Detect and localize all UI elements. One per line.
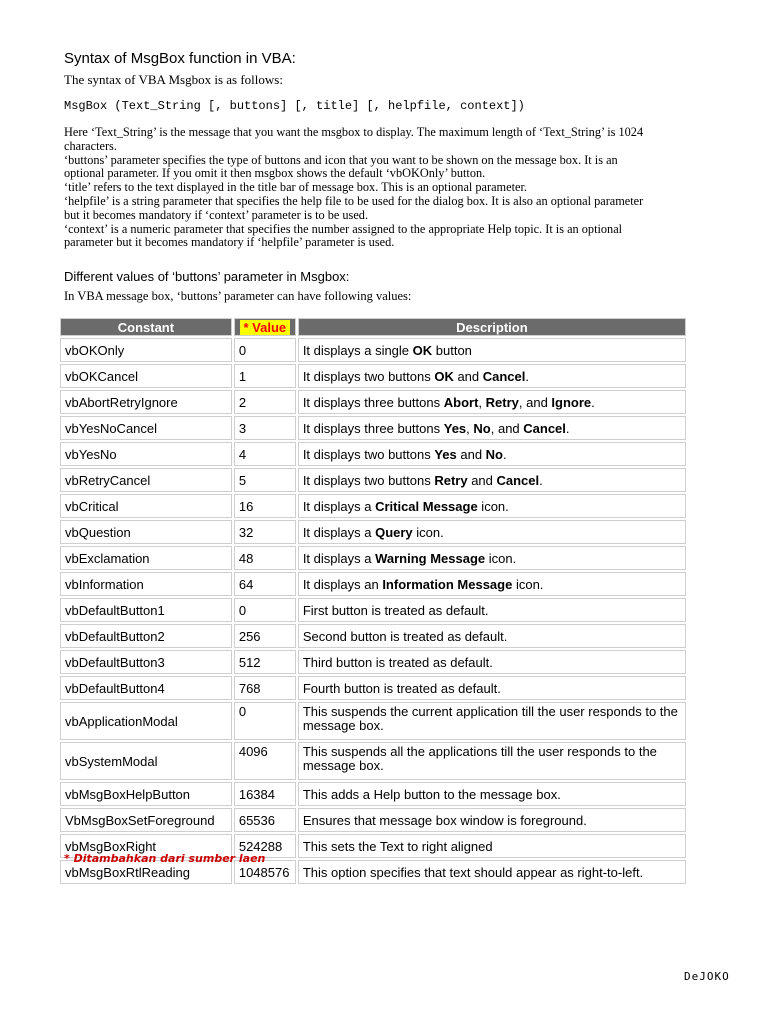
description-line: but it becomes mandatory if ‘context’ parameter is to be used. <box>64 207 369 222</box>
description-text: and <box>456 446 486 462</box>
cell-constant: vbRetryCancel <box>60 468 232 492</box>
description-text: It displays two buttons <box>302 472 435 488</box>
description-emphasis: Ignore <box>551 394 592 410</box>
description-text: icon. <box>477 498 509 514</box>
cell-description <box>298 624 686 648</box>
cell-constant: vbDefaultButton2 <box>60 624 232 648</box>
description-text: , <box>478 394 486 410</box>
description-text: It displays two buttons <box>302 368 435 384</box>
header-description: Description <box>298 318 686 336</box>
cell-value: 65536 <box>234 808 296 832</box>
cell-description <box>298 598 686 622</box>
cell-description <box>298 860 686 884</box>
description-emphasis: No <box>473 420 491 436</box>
table-row <box>60 468 686 492</box>
description-text: This adds a Help button to the message box. <box>302 786 561 802</box>
description-text: First button is treated as default. <box>302 602 489 618</box>
cell-value: 4096 <box>234 742 296 780</box>
description-emphasis: No <box>485 446 504 462</box>
description-text: Third button is treated as default. <box>302 654 493 670</box>
cell-description <box>298 468 686 492</box>
description-text: It displays a single <box>302 342 413 358</box>
description-line: ‘title’ refers to the text displayed in the title bar of message box. This is an optional parameter. <box>64 180 527 195</box>
description-text: This sets the Text to right aligned <box>302 838 493 854</box>
description-emphasis: Retry <box>434 472 468 488</box>
cell-constant: vbMsgBoxHelpButton <box>60 782 232 806</box>
parameter-description <box>64 126 724 250</box>
cell-value: 0 <box>234 702 296 740</box>
cell-description <box>298 650 686 674</box>
buttons-subheading: Different values of ‘buttons’ parameter in Msgbox: <box>64 269 350 284</box>
description-text: . <box>539 472 543 488</box>
cell-value: 256 <box>234 624 296 648</box>
cell-value: 16384 <box>234 782 296 806</box>
cell-description <box>298 390 686 414</box>
description-text: Fourth button is treated as default. <box>302 680 501 696</box>
description-text: and <box>453 368 483 384</box>
cell-value: 2 <box>234 390 296 414</box>
cell-constant: vbMsgBoxRtlReading <box>60 860 232 884</box>
table-header-row <box>60 318 686 336</box>
buttons-table <box>58 316 688 886</box>
cell-value: 3 <box>234 416 296 440</box>
description-emphasis: Retry <box>485 394 519 410</box>
table-row <box>60 624 686 648</box>
cell-description <box>298 546 686 570</box>
description-text: . <box>565 420 570 436</box>
description-text: icon. <box>412 524 444 540</box>
table-row <box>60 598 686 622</box>
description-text: icon. <box>485 550 517 566</box>
cell-constant: vbMsgBoxRight <box>60 834 232 858</box>
description-line: Here ‘Text_String’ is the message that you want the msgbox to display. The maximum length of ‘Text_String’ is 1024 <box>64 125 644 139</box>
cell-constant: vbYesNo <box>60 442 232 466</box>
description-text: It displays a <box>302 498 376 514</box>
syntax-code: MsgBox (Text_String [, buttons] [, title] [, helpfile, context]) <box>64 99 525 113</box>
table-row <box>60 442 686 466</box>
table-body <box>60 338 686 884</box>
description-text: It displays two buttons <box>302 446 435 462</box>
cell-value: 0 <box>234 338 296 362</box>
buttons-table-container <box>58 316 688 886</box>
description-text: This option specifies that text should appear as right-to-left. <box>302 864 644 880</box>
table-row <box>60 338 686 362</box>
table-row <box>60 650 686 674</box>
cell-value: 0 <box>234 598 296 622</box>
cell-constant: vbDefaultButton1 <box>60 598 232 622</box>
table-row <box>60 702 686 740</box>
description-line: ‘helpfile’ is a string parameter that specifies the help file to be used for the dialog box. It is also an optional parameter <box>64 193 644 208</box>
description-emphasis: Critical Message <box>375 498 478 514</box>
cell-description <box>298 742 686 780</box>
cell-description <box>298 520 686 544</box>
description-text: Ensures that message box window is foreground. <box>302 812 587 828</box>
cell-constant: vbDefaultButton3 <box>60 650 232 674</box>
cell-description <box>298 364 686 388</box>
cell-constant: vbOKCancel <box>60 364 232 388</box>
cell-description <box>298 834 686 858</box>
description-text: This suspends the current application till the user responds to the message box. <box>302 704 678 733</box>
description-emphasis: Cancel <box>496 472 540 488</box>
cell-constant: vbAbortRetryIgnore <box>60 390 232 414</box>
cell-value: 512 <box>234 650 296 674</box>
source-note: * Ditambahkan dari sumber laen <box>64 852 266 865</box>
table-row <box>60 808 686 832</box>
description-text: , and <box>518 394 552 410</box>
table-row <box>60 390 686 414</box>
cell-description <box>298 808 686 832</box>
cell-description <box>298 338 686 362</box>
cell-description <box>298 702 686 740</box>
cell-constant: vbCritical <box>60 494 232 518</box>
cell-value: 5 <box>234 468 296 492</box>
cell-description <box>298 572 686 596</box>
cell-constant: vbInformation <box>60 572 232 596</box>
description-emphasis: Yes <box>443 420 467 436</box>
description-line: ‘buttons’ parameter specifies the type of buttons and icon that you want to be shown on the message box. It is an <box>64 152 618 167</box>
description-text: This suspends all the applications till the user responds to the message box. <box>302 744 657 773</box>
section-heading: Syntax of MsgBox function in VBA: <box>64 50 296 67</box>
description-text: button <box>432 342 472 358</box>
description-text: It displays a <box>302 524 376 540</box>
cell-value: 4 <box>234 442 296 466</box>
description-text: . <box>503 446 507 462</box>
table-row <box>60 546 686 570</box>
description-line: parameter but it becomes mandatory if ‘helpfile’ parameter is used. <box>64 235 395 250</box>
cell-description <box>298 494 686 518</box>
cell-constant: vbApplicationModal <box>60 702 232 740</box>
table-row <box>60 742 686 780</box>
cell-constant: vbSystemModal <box>60 742 232 780</box>
table-row <box>60 416 686 440</box>
table-row <box>60 676 686 700</box>
description-text: , <box>466 420 474 436</box>
cell-constant: vbOKOnly <box>60 338 232 362</box>
description-text: . <box>591 394 595 410</box>
description-text: It displays three buttons <box>302 394 444 410</box>
description-emphasis: Warning Message <box>375 550 486 566</box>
description-text: icon. <box>512 576 544 592</box>
cell-constant: vbYesNoCancel <box>60 416 232 440</box>
header-value <box>234 318 296 336</box>
description-text: It displays a <box>302 550 376 566</box>
description-emphasis: Cancel <box>482 368 526 384</box>
cell-value: 32 <box>234 520 296 544</box>
cell-description <box>298 416 686 440</box>
cell-description <box>298 782 686 806</box>
cell-value: 768 <box>234 676 296 700</box>
description-line: characters. <box>64 138 117 153</box>
description-emphasis: Abort <box>443 394 479 410</box>
cell-value: 1048576 <box>234 860 296 884</box>
footer-author: DeJOKO <box>684 970 730 983</box>
description-emphasis: Information Message <box>382 576 513 592</box>
header-constant: Constant <box>60 318 232 336</box>
cell-value: 64 <box>234 572 296 596</box>
description-text: It displays three buttons <box>302 420 444 436</box>
cell-value: 16 <box>234 494 296 518</box>
table-row <box>60 520 686 544</box>
cell-description <box>298 676 686 700</box>
description-text: It displays an <box>302 576 383 592</box>
table-intro: In VBA message box, ‘buttons’ parameter can have following values: <box>64 289 412 303</box>
cell-constant: vbQuestion <box>60 520 232 544</box>
table-row <box>60 494 686 518</box>
description-line: optional parameter. If you omit it then msgbox shows the default ‘vbOKOnly’ button. <box>64 166 486 181</box>
header-value-label: * Value <box>240 320 291 335</box>
table-row <box>60 364 686 388</box>
description-emphasis: Cancel <box>523 420 566 436</box>
description-emphasis: OK <box>412 342 433 358</box>
description-text: Second button is treated as default. <box>302 628 508 644</box>
description-text: . <box>525 368 530 384</box>
description-emphasis: OK <box>434 368 454 384</box>
description-text: and <box>467 472 497 488</box>
cell-constant: vbDefaultButton4 <box>60 676 232 700</box>
cell-constant: vbExclamation <box>60 546 232 570</box>
cell-constant: VbMsgBoxSetForeground <box>60 808 232 832</box>
description-emphasis: Yes <box>434 446 457 462</box>
cell-value: 48 <box>234 546 296 570</box>
table-row <box>60 782 686 806</box>
cell-value: 524288 <box>234 834 296 858</box>
description-text: , and <box>490 420 524 436</box>
description-emphasis: Query <box>375 524 413 540</box>
table-row <box>60 572 686 596</box>
description-line: ‘context’ is a numeric parameter that specifies the number assigned to the appropriate Help topic. It is an optional <box>64 221 623 236</box>
cell-description <box>298 442 686 466</box>
intro-text: The syntax of VBA Msgbox is as follows: <box>64 72 283 87</box>
cell-value: 1 <box>234 364 296 388</box>
